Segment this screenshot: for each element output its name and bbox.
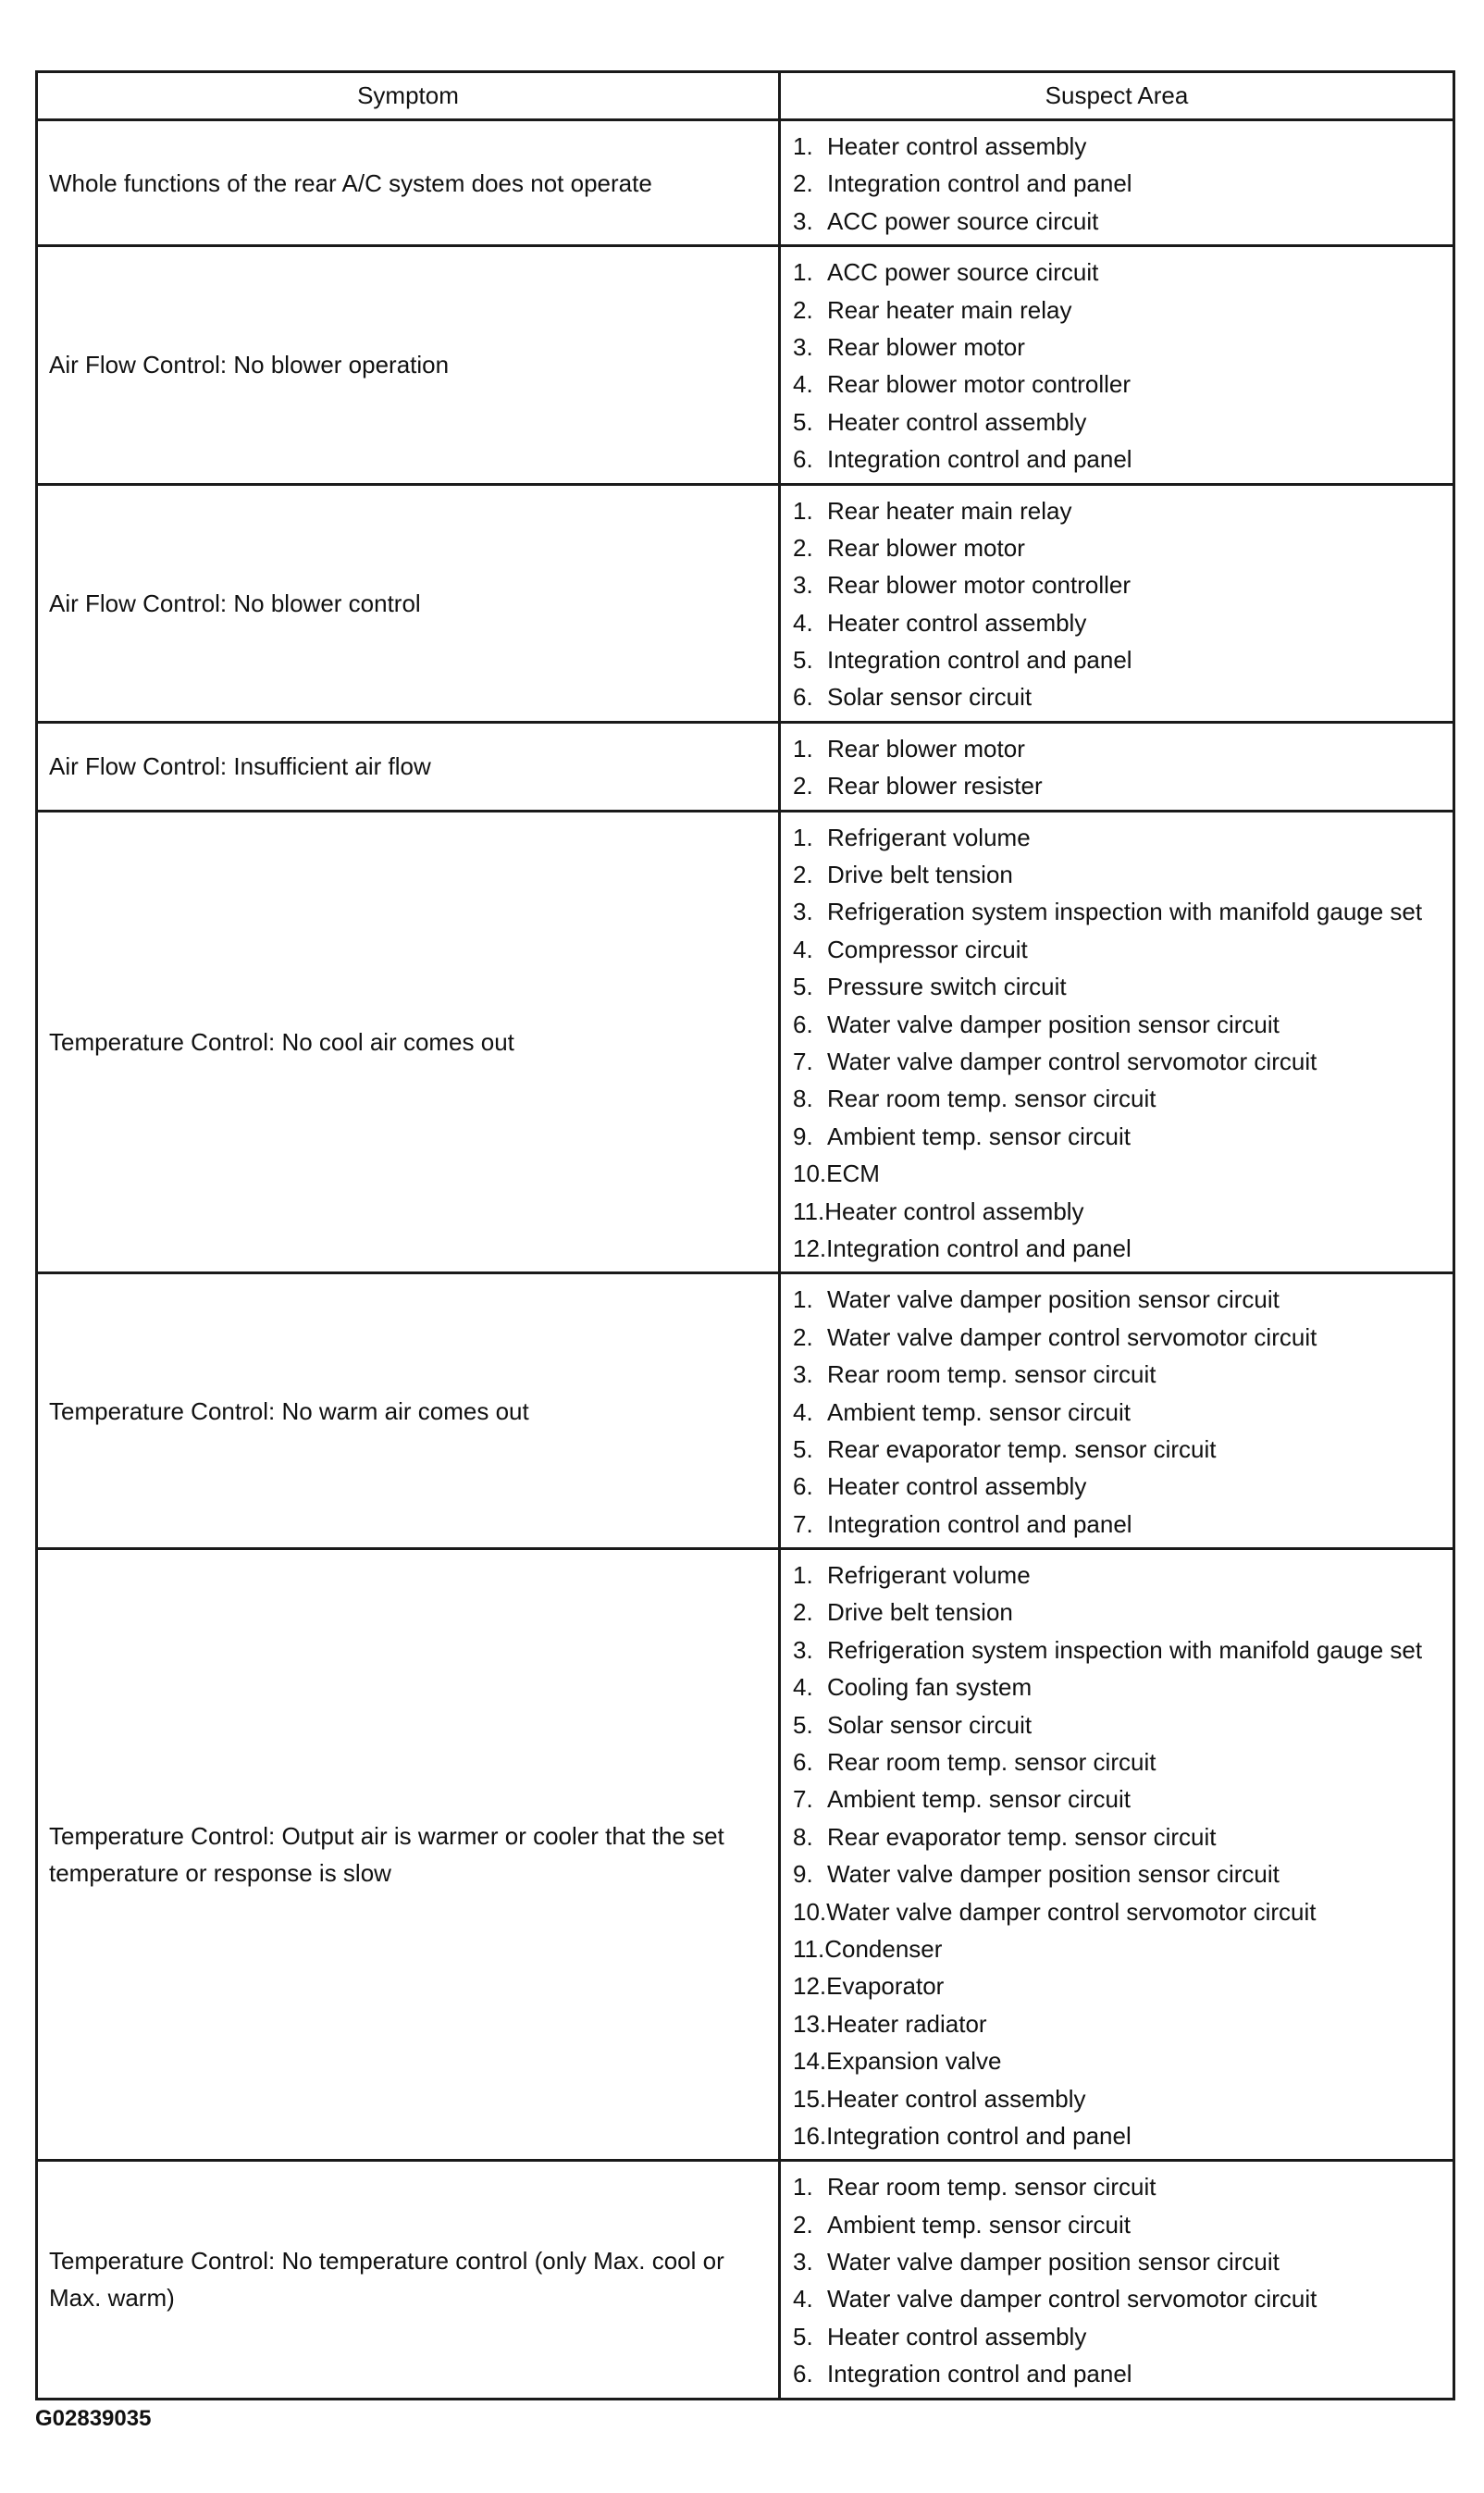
list-item — [781, 566, 1453, 603]
item-number: 6. — [793, 1472, 813, 1501]
item-number: 11. — [793, 1197, 825, 1225]
symptom-table — [35, 70, 1455, 2400]
item-number: 8. — [793, 1822, 813, 1851]
list-item — [781, 1230, 1453, 1267]
table-row — [37, 120, 1454, 246]
item-number: 6. — [793, 1748, 813, 1777]
item-number: 7. — [793, 1047, 813, 1075]
header-suspect-area: Suspect Area — [780, 72, 1454, 120]
table-row — [37, 246, 1454, 484]
item-text: Ambient temp. sensor circuit — [827, 2210, 1132, 2239]
item-number: 16. — [793, 2121, 827, 2150]
item-number: 2. — [793, 169, 813, 198]
table-row — [37, 1273, 1454, 1549]
suspect-area-list — [781, 730, 1453, 805]
list-item — [781, 2080, 1453, 2117]
list-item — [781, 1281, 1453, 1318]
list-item — [781, 2280, 1453, 2317]
list-item — [781, 1706, 1453, 1743]
list-item — [781, 440, 1453, 478]
item-number: 3. — [793, 206, 813, 235]
list-item — [781, 2243, 1453, 2280]
table-header-row — [37, 72, 1454, 120]
list-item — [781, 329, 1453, 366]
item-text: Rear heater main relay — [827, 295, 1072, 324]
item-number: 10. — [793, 1160, 827, 1188]
item-number: 2. — [793, 295, 813, 324]
item-number: 4. — [793, 2285, 813, 2313]
item-number: 5. — [793, 2322, 813, 2350]
item-text: Water valve damper control servomotor circuit — [827, 2285, 1317, 2313]
list-item — [781, 1118, 1453, 1155]
table-row — [37, 722, 1454, 811]
item-text: Water valve damper position sensor circuit — [827, 2248, 1280, 2276]
item-number: 4. — [793, 1397, 813, 1426]
list-item — [781, 1506, 1453, 1543]
item-text: Refrigerant volume — [827, 823, 1031, 851]
item-number: 11. — [793, 1934, 825, 1963]
list-item — [781, 1780, 1453, 1817]
item-text: Ambient temp. sensor circuit — [827, 1122, 1132, 1150]
item-text: Integration control and panel — [827, 445, 1132, 474]
list-item — [781, 1193, 1453, 1230]
item-number: 5. — [793, 646, 813, 675]
item-number: 1. — [793, 734, 813, 763]
item-number: 1. — [793, 1561, 813, 1590]
item-text: Compressor circuit — [827, 935, 1028, 963]
item-text: Evaporator — [826, 1972, 945, 2001]
table-row — [37, 2161, 1454, 2399]
item-text: Heater control assembly — [824, 1197, 1084, 1225]
item-text: Expansion valve — [826, 2047, 1002, 2076]
list-item — [781, 819, 1453, 856]
item-number: 3. — [793, 1360, 813, 1389]
item-text: Water valve damper control servomotor circuit — [826, 1897, 1317, 1926]
list-item — [781, 1930, 1453, 1967]
item-text: Ambient temp. sensor circuit — [827, 1397, 1132, 1426]
table-row — [37, 484, 1454, 722]
item-number: 12. — [793, 1972, 827, 2001]
item-text: Water valve damper position sensor circuit — [827, 1010, 1280, 1038]
list-item — [781, 1394, 1453, 1431]
item-text: Water valve damper control servomotor circuit — [827, 1322, 1317, 1351]
list-item — [781, 968, 1453, 1005]
list-item — [781, 2168, 1453, 2205]
item-text: Refrigerant volume — [827, 1561, 1031, 1590]
item-number: 15. — [793, 2084, 827, 2113]
item-number: 5. — [793, 1710, 813, 1739]
item-text: Integration control and panel — [827, 169, 1132, 198]
list-item — [781, 1468, 1453, 1505]
list-item — [781, 1557, 1453, 1594]
list-item — [781, 492, 1453, 529]
list-item — [781, 128, 1453, 165]
figure-id: G02839035 — [35, 2406, 152, 2431]
item-number: 1. — [793, 1285, 813, 1314]
suspect-area-cell — [780, 1273, 1454, 1549]
suspect-area-cell — [780, 1549, 1454, 2161]
item-number: 3. — [793, 571, 813, 600]
list-item — [781, 203, 1453, 240]
item-number: 6. — [793, 445, 813, 474]
item-number: 5. — [793, 973, 813, 1001]
list-item — [781, 893, 1453, 930]
item-text: Heater control assembly — [827, 1472, 1087, 1501]
item-text: Refrigeration system inspection with manifold gauge set — [827, 1635, 1423, 1664]
item-number: 12. — [793, 1234, 827, 1262]
symptom-cell: Temperature Control: Output air is warmer or cooler that the set temperature or response is slow — [37, 1549, 780, 2161]
item-text: Integration control and panel — [826, 2121, 1132, 2150]
item-number: 3. — [793, 2248, 813, 2276]
item-text: Rear room temp. sensor circuit — [827, 1748, 1156, 1777]
item-number: 3. — [793, 1635, 813, 1664]
item-number: 7. — [793, 1509, 813, 1538]
item-number: 6. — [793, 683, 813, 712]
item-text: Pressure switch circuit — [827, 973, 1067, 1001]
list-item — [781, 254, 1453, 291]
item-text: Heater control assembly — [826, 2084, 1086, 2113]
suspect-area-cell — [780, 120, 1454, 246]
list-item — [781, 291, 1453, 329]
item-text: Rear room temp. sensor circuit — [827, 2173, 1156, 2202]
list-item — [781, 1855, 1453, 1892]
suspect-area-cell — [780, 246, 1454, 484]
list-item — [781, 767, 1453, 804]
item-text: ECM — [826, 1160, 880, 1188]
item-number: 1. — [793, 496, 813, 525]
item-number: 1. — [793, 132, 813, 160]
list-item — [781, 1431, 1453, 1468]
suspect-area-list — [781, 1281, 1453, 1543]
item-text: Rear blower motor — [827, 533, 1025, 562]
item-number: 3. — [793, 332, 813, 361]
item-text: Water valve damper position sensor circuit — [827, 1285, 1280, 1314]
item-number: 2. — [793, 1322, 813, 1351]
item-number: 2. — [793, 772, 813, 800]
item-text: Rear blower motor — [827, 734, 1025, 763]
item-text: ACC power source circuit — [827, 206, 1099, 235]
suspect-area-list — [781, 819, 1453, 1268]
list-item — [781, 2206, 1453, 2243]
item-text: Water valve damper position sensor circuit — [827, 1860, 1280, 1889]
item-text: Heater control assembly — [827, 407, 1087, 436]
item-number: 13. — [793, 2009, 827, 2038]
list-item — [781, 366, 1453, 403]
list-item — [781, 1818, 1453, 1855]
list-item — [781, 2355, 1453, 2392]
list-item — [781, 604, 1453, 641]
item-text: Heater radiator — [826, 2009, 987, 2038]
item-number: 6. — [793, 1010, 813, 1038]
list-item — [781, 165, 1453, 202]
list-item — [781, 856, 1453, 893]
item-number: 5. — [793, 407, 813, 436]
suspect-area-cell — [780, 722, 1454, 811]
list-item — [781, 1043, 1453, 1080]
list-item — [781, 1594, 1453, 1631]
item-number: 4. — [793, 935, 813, 963]
item-number: 8. — [793, 1085, 813, 1113]
item-number: 4. — [793, 370, 813, 399]
symptom-cell: Temperature Control: No warm air comes out — [37, 1273, 780, 1549]
item-text: Integration control and panel — [827, 2360, 1132, 2388]
item-text: Rear blower motor controller — [827, 571, 1132, 600]
item-number: 14. — [793, 2047, 827, 2076]
item-text: Rear blower motor — [827, 332, 1025, 361]
list-item — [781, 931, 1453, 968]
item-number: 2. — [793, 533, 813, 562]
item-text: Rear room temp. sensor circuit — [827, 1360, 1156, 1389]
item-text: Heater control assembly — [827, 2322, 1087, 2350]
item-number: 10. — [793, 1897, 827, 1926]
item-text: Integration control and panel — [827, 1509, 1132, 1538]
item-text: Water valve damper control servomotor circuit — [827, 1047, 1317, 1075]
list-item — [781, 1743, 1453, 1780]
item-text: Rear room temp. sensor circuit — [827, 1085, 1156, 1113]
item-number: 9. — [793, 1860, 813, 1889]
suspect-area-list — [781, 128, 1453, 240]
table-row — [37, 1549, 1454, 2161]
item-text: Condenser — [824, 1934, 943, 1963]
item-number: 9. — [793, 1122, 813, 1150]
item-number: 1. — [793, 258, 813, 287]
item-number: 2. — [793, 2210, 813, 2239]
list-item — [781, 1155, 1453, 1192]
item-text: Solar sensor circuit — [827, 683, 1033, 712]
list-item — [781, 529, 1453, 566]
item-number: 2. — [793, 1598, 813, 1627]
list-item — [781, 730, 1453, 767]
suspect-area-list — [781, 254, 1453, 478]
suspect-area-cell — [780, 484, 1454, 722]
item-number: 4. — [793, 608, 813, 637]
item-number: 1. — [793, 823, 813, 851]
item-text: Rear evaporator temp. sensor circuit — [827, 1434, 1217, 1463]
item-number: 4. — [793, 1673, 813, 1702]
item-text: Rear blower resister — [827, 772, 1043, 800]
item-number: 1. — [793, 2173, 813, 2202]
symptom-cell: Temperature Control: No temperature control (only Max. cool or Max. warm) — [37, 2161, 780, 2399]
table-body — [37, 120, 1454, 2400]
item-text: Cooling fan system — [827, 1673, 1033, 1702]
suspect-area-cell — [780, 2161, 1454, 2399]
item-text: Drive belt tension — [827, 861, 1013, 889]
item-number: 6. — [793, 2360, 813, 2388]
list-item — [781, 678, 1453, 715]
item-text: Integration control and panel — [826, 1234, 1132, 1262]
item-text: Heater control assembly — [827, 132, 1087, 160]
symptom-cell: Temperature Control: No cool air comes out — [37, 811, 780, 1273]
table-row — [37, 811, 1454, 1273]
list-item — [781, 1319, 1453, 1356]
item-text: Refrigeration system inspection with manifold gauge set — [827, 898, 1423, 926]
item-number: 2. — [793, 861, 813, 889]
item-number: 5. — [793, 1434, 813, 1463]
item-text: Heater control assembly — [827, 608, 1087, 637]
symptom-cell: Air Flow Control: No blower operation — [37, 246, 780, 484]
suspect-area-cell — [780, 811, 1454, 1273]
suspect-area-list — [781, 2168, 1453, 2392]
list-item — [781, 2005, 1453, 2042]
item-text: ACC power source circuit — [827, 258, 1099, 287]
suspect-area-list — [781, 492, 1453, 716]
list-item — [781, 2117, 1453, 2154]
list-item — [781, 1631, 1453, 1668]
symptom-cell: Whole functions of the rear A/C system does not operate — [37, 120, 780, 246]
item-text: Rear evaporator temp. sensor circuit — [827, 1822, 1217, 1851]
item-text: Rear blower motor controller — [827, 370, 1132, 399]
list-item — [781, 1006, 1453, 1043]
list-item — [781, 1668, 1453, 1705]
header-symptom: Symptom — [37, 72, 780, 120]
list-item — [781, 1080, 1453, 1117]
list-item — [781, 1893, 1453, 1930]
list-item — [781, 1356, 1453, 1393]
symptom-cell: Air Flow Control: Insufficient air flow — [37, 722, 780, 811]
item-number: 7. — [793, 1785, 813, 1814]
item-text: Integration control and panel — [827, 646, 1132, 675]
suspect-area-list — [781, 1557, 1453, 2154]
item-text: Drive belt tension — [827, 1598, 1013, 1627]
symptom-cell: Air Flow Control: No blower control — [37, 484, 780, 722]
list-item — [781, 641, 1453, 678]
list-item — [781, 2042, 1453, 2079]
list-item — [781, 2318, 1453, 2355]
item-text: Ambient temp. sensor circuit — [827, 1785, 1132, 1814]
list-item — [781, 1967, 1453, 2004]
item-number: 3. — [793, 898, 813, 926]
item-text: Solar sensor circuit — [827, 1710, 1033, 1739]
item-text: Rear heater main relay — [827, 496, 1072, 525]
list-item — [781, 403, 1453, 440]
